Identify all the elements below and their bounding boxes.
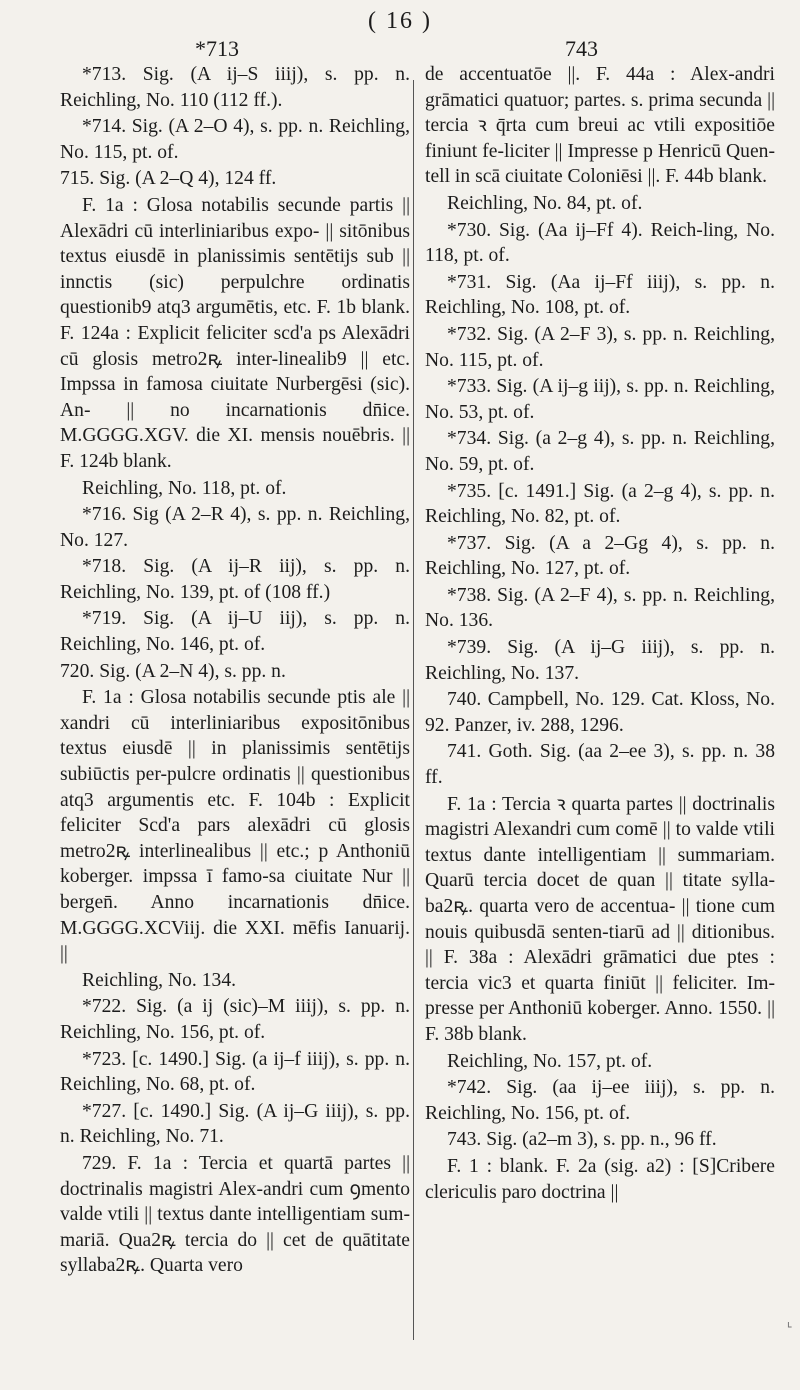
entry-720: 720. Sig. (A 2–N 4), s. pp. n. <box>60 660 286 682</box>
entry-731: *731. Sig. (Aa ij–Ff iiij), s. pp. n. Reichling, No. 108, pt. of. <box>425 271 775 319</box>
entry-720-reference: Reichling, No. 134. <box>82 969 237 991</box>
entry-718: *718. Sig. (A ij–R iij), s. pp. n. Reichling, No. 139, pt. of (108 ff.) <box>60 556 410 603</box>
entry-732: *732. Sig. (A 2–F 3), s. pp. n. Reichling, No. 115, pt. of. <box>425 323 775 371</box>
left-column-heading: *713 <box>195 36 239 61</box>
entry-741: 741. Goth. Sig. (aa 2–ee 3), s. pp. n. 38 ff. <box>425 741 775 789</box>
margin-mark: ᒻ <box>787 1321 793 1336</box>
page-number: ( 16 ) <box>368 8 432 34</box>
right-column-heading: 743 <box>565 36 598 61</box>
entry-741-reference: Reichling, No. 157, pt. of. <box>447 1050 653 1072</box>
entry-727: *727. [c. 1490.] Sig. (A ij–G iiij), s. pp. n. Reichling, No. 71. <box>60 1100 410 1148</box>
entry-742: *742. Sig. (aa ij–ee iiij), s. pp. n. Reichling, No. 156, pt. of. <box>425 1077 775 1124</box>
entry-719: *719. Sig. (A ij–U iij), s. pp. n. Reichling, No. 146, pt. of. <box>60 608 410 656</box>
entry-743: 743. Sig. (a2–m 3), s. pp. n., 96 ff. <box>447 1129 717 1151</box>
entry-739: *739. Sig. (A ij–G iiij), s. pp. n. Reichling, No. 137. <box>425 637 775 684</box>
entry-715: 715. Sig. (A 2–Q 4), 124 ff. <box>60 168 277 190</box>
entry-741-description: F. 1a : Tercia ꝛ quarta partes || doctrinalis magistri Alexandri cum comē || to valde vtili textus dante intelligentiam || summariam. Quarū tercia docet de quan || titate sylla-ba2ꝶ. quarta vero de accentua- || tione cum nouis quibusdā senten-tiarū ad || ditionibus. || F. 38a : Alexādri grāmatici due ptes : tercia vic3 et quarta finiūt || feliciter. Im-presse per Anthoniū koberger. Anno. 1550. || F. 38b blank. <box>425 793 775 1045</box>
entry-715-reference: Reichling, No. 118, pt. of. <box>82 477 287 499</box>
entry-735: *735. [c. 1491.] Sig. (a 2–g 4), s. pp. n. Reichling, No. 82, pt. of. <box>425 480 775 528</box>
entry-722: *722. Sig. (a ij (sic)–M iiij), s. pp. n. Reichling, No. 156, pt. of. <box>60 996 410 1043</box>
column-divider <box>413 80 414 1340</box>
right-column <box>425 62 775 1206</box>
entry-715-description: F. 1a : Glosa notabilis secunde partis || Alexādri cū interliniaribus expo- || sitōnibus textus eiusdē in planissimis sentētijs sub || innctis (sic) perpulchre ordinatis questionib9 atq3 argumētis, etc. F. 1b blank. F. 124a : Explicit feliciter scd'a ps Alexādri cū glosis metro2ꝶ inter-linealib9 || etc. Impssa in famosa ciuitate Nurbergēsi (sic). An- || no incarnationis dn̄ice. M.GGGG.XGV. die XI. mensis nouēbris. || F. 124b blank. <box>60 194 410 472</box>
page-header <box>0 8 800 48</box>
entry-737: *737. Sig. (A a 2–Gg 4), s. pp. n. Reichling, No. 127, pt. of. <box>425 532 775 580</box>
entry-738: *738. Sig. (A 2–F 4), s. pp. n. Reichling, No. 136. <box>425 584 775 632</box>
entry-734: *734. Sig. (a 2–g 4), s. pp. n. Reichling, No. 59, pt. of. <box>425 428 775 475</box>
entry-729-reference: Reichling, No. 84, pt. of. <box>447 192 643 214</box>
entry-740: 740. Campbell, No. 129. Cat. Kloss, No. 92. Panzer, iv. 288, 1296. <box>425 689 775 736</box>
left-column <box>60 62 410 1280</box>
entry-720-description: F. 1a : Glosa notabilis secunde ptis ale || xandri cū interliniaribus expositōnibus textus eiusdē || in planissimis sentētijs subiūctis per-pulcre ordinatis || questionibus atq3 argumentis etc. F. 104b : Explicit feliciter Scd'a pars alexādri cū glosis metro2ꝶ interlinealibus || etc.; p Anthoniū koberger. impssa ī famo-sa ciuitate Nur || bergen̄. Anno incarnationis dn̄ice. M.GGGG.XCViij. die XXI. mēfis Ianuarij. || <box>60 687 410 965</box>
entry-713: *713. Sig. (A ij–S iiij), s. pp. n. Reichling, No. 110 (112 ff.). <box>60 64 410 111</box>
entry-729-continued: de accentuatōe ||. F. 44a : Alex-andri grāmatici quatuor; partes. s. prima secunda || tercia ꝛ q̄rta cum breui ac vtili expositiōe finiunt fe-liciter || Impresse p Henricū Quen-tell in scā ciuitate Coloniēsi ||. F. 44b blank. <box>425 64 775 188</box>
entry-729: 729. F. 1a : Tercia et quartā partes || doctrinalis magistri Alex-andri cum ꝯmento valde vtili || textus dante intelligentiam sum-mariā. Qua2ꝶ tercia do || cet de quātitate syllaba2ꝶ. Quarta vero <box>60 1152 410 1277</box>
entry-730: *730. Sig. (Aa ij–Ff 4). Reich-ling, No. 118, pt. of. <box>425 219 775 267</box>
entry-743-description: F. 1 : blank. F. 2a (sig. a2) : [S]Cribere clericulis paro doctrina || <box>425 1155 775 1203</box>
entry-716: *716. Sig (A 2–R 4), s. pp. n. Reichling, No. 127. <box>60 504 410 551</box>
entry-714: *714. Sig. (A 2–O 4), s. pp. n. Reichling, No. 115, pt. of. <box>60 116 410 163</box>
entry-723: *723. [c. 1490.] Sig. (a ij–f iiij), s. pp. n. Reichling, No. 68, pt. of. <box>60 1048 410 1096</box>
entry-733: *733. Sig. (A ij–g iij), s. pp. n. Reichling, No. 53, pt. of. <box>425 376 775 423</box>
